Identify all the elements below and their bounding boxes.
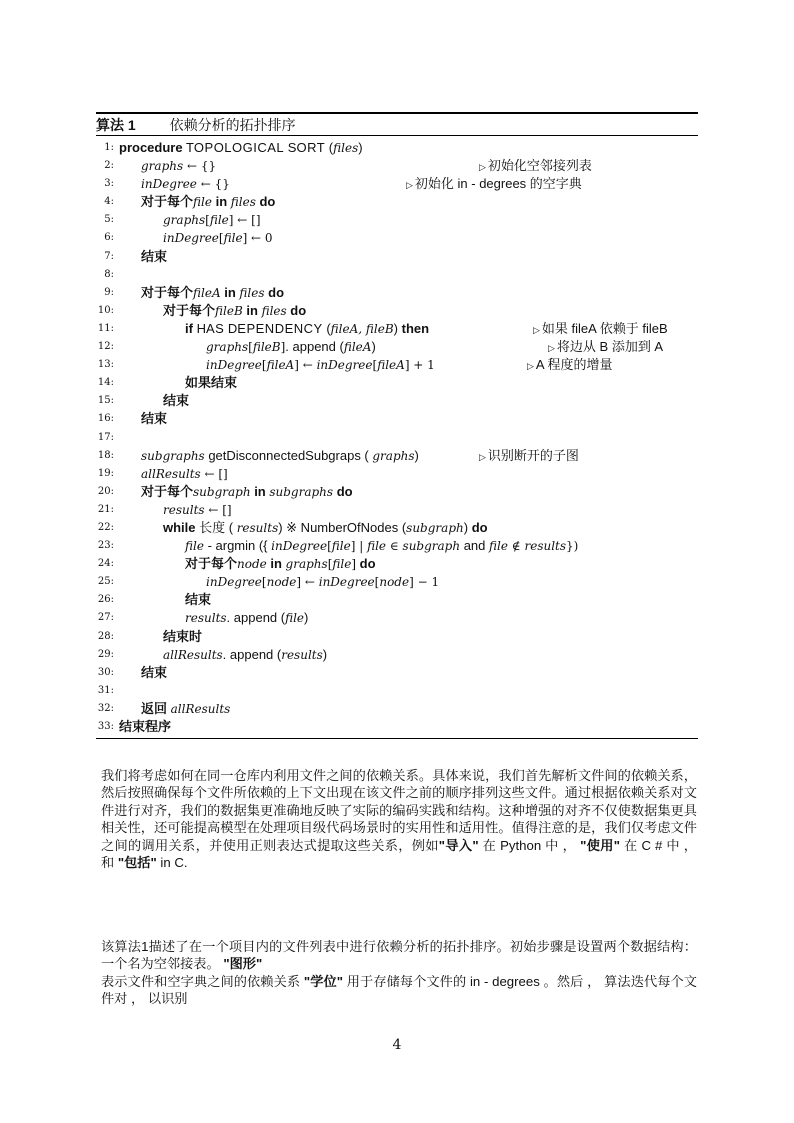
code-token: fileA: [377, 358, 405, 373]
algorithm-top-rule: [96, 112, 698, 114]
code-token: while: [163, 519, 196, 535]
code-token: do: [255, 194, 276, 210]
line-number: 23:: [97, 540, 114, 552]
algorithm-line: [96, 139, 698, 157]
code-token: ): [393, 320, 402, 336]
algorithm-number: 算法 1: [96, 117, 136, 133]
code-token: ← []: [204, 502, 232, 517]
code-token: ): [322, 646, 328, 662]
line-number: 8:: [104, 268, 114, 280]
algorithm-line: [96, 284, 698, 302]
line-code: [163, 229, 273, 247]
code-token: [: [248, 340, 253, 355]
code-token: 结束: [141, 248, 168, 264]
code-token: 长度 (: [195, 519, 237, 535]
line-code: [185, 591, 211, 609]
code-token: 对于每个: [141, 194, 194, 210]
line-number: 7:: [104, 250, 114, 262]
algorithm-line: [96, 591, 698, 609]
code-token: results: [185, 611, 227, 626]
code-token: H: [192, 320, 206, 336]
line-comment: [548, 338, 663, 357]
code-token: . append (: [226, 610, 286, 626]
comment-triangle-icon: ▷: [527, 361, 534, 372]
code-token: 返回: [141, 700, 168, 716]
comment-triangle-icon: ▷: [548, 343, 555, 354]
code-token: files: [239, 285, 265, 300]
code-token: ] |: [350, 539, 368, 554]
code-token: ORT: [296, 140, 326, 155]
line-code: [185, 374, 237, 392]
algorithm-line: [96, 248, 698, 266]
line-number: 21:: [97, 503, 114, 515]
algorithm-line: [96, 483, 698, 501]
code-token: 结束: [141, 664, 168, 680]
line-code: [141, 483, 353, 501]
code-token: do: [356, 556, 376, 572]
code-token: in: [242, 302, 262, 318]
line-code: [206, 573, 439, 591]
algorithm-line: [96, 555, 698, 573]
algorithm-line: [96, 392, 698, 410]
comment-triangle-icon: ▷: [479, 451, 486, 462]
code-token: }): [566, 539, 579, 554]
code-token: subgraph: [406, 520, 464, 535]
code-token: OPOLOGICAL: [193, 140, 285, 155]
algorithm-line: [96, 157, 698, 175]
code-token: inDegree: [206, 358, 262, 373]
code-token: [: [372, 358, 378, 373]
code-token: do: [471, 519, 488, 535]
bold-term: "导入": [438, 837, 479, 853]
code-token: graphs: [141, 159, 184, 174]
code-token: ) ※ NumberOfNodes (: [278, 519, 407, 535]
code-token: file: [193, 195, 212, 210]
algorithm-line: [96, 609, 698, 627]
paragraph-text: 我们将考虑如何在同一仓库内利用文件之间的依赖关系。具体来说，我们首先解析文件间的依赖关系，然后按照确保每个文件所依赖的上下文出现在该文件之前的顺序排列这些文件。通过根据依赖关系对文件进行对齐，我们的数据集更准确地反映了实际的编码实践和结构。这种增强的对齐不仅使数据集更具相关性，还可能提高模型在处理项目级代码场景时的实用性和适用性。值得注意的是，我们仅考虑文件之间的调用关系，并使用正则表达式提取这些关系，例如: [101, 768, 697, 853]
algorithm-line: [96, 302, 698, 320]
code-token: 如果结束: [185, 375, 238, 391]
code-token: ] ← 0: [242, 231, 273, 246]
code-token: ]: [351, 557, 357, 572]
code-token: [: [327, 557, 333, 572]
line-comment: [527, 356, 613, 375]
bold-term: "使用": [580, 837, 620, 853]
bold-term: "包括": [117, 855, 157, 871]
line-code: [163, 501, 232, 519]
line-number: 5:: [104, 214, 114, 226]
code-token: subgraph: [193, 484, 251, 499]
algorithm-body: [96, 139, 698, 736]
code-token: file: [367, 539, 387, 554]
code-token: node: [266, 575, 297, 590]
code-token: [: [261, 358, 267, 373]
code-token: graphs: [372, 448, 415, 463]
line-number: 9:: [104, 286, 114, 298]
line-number: 25:: [97, 576, 114, 588]
code-token: ] + 1: [404, 358, 435, 373]
line-number: 24:: [97, 558, 114, 570]
code-token: files: [230, 195, 256, 210]
algorithm-line: [96, 501, 698, 519]
code-token: in: [250, 483, 270, 499]
comment-text: A 程度的增量: [535, 357, 613, 373]
code-token: do: [264, 284, 285, 300]
line-code: [185, 609, 308, 627]
line-number: 27:: [97, 612, 114, 624]
code-token: - argmin ({: [203, 538, 272, 554]
code-token: EPENDENCY: [237, 320, 323, 336]
line-number: 22:: [97, 521, 114, 533]
code-token: ← []: [200, 466, 228, 481]
line-code: [163, 302, 306, 320]
code-token: inDegree: [163, 231, 219, 246]
line-code: [185, 555, 376, 573]
code-token: graphs: [285, 557, 328, 572]
code-token: [: [205, 213, 210, 228]
code-token: graphs: [206, 340, 249, 355]
code-token: file: [285, 611, 305, 626]
line-number: 1:: [104, 142, 114, 153]
paragraph-text: 在 Python 中 ，: [478, 837, 581, 853]
code-token: results: [163, 502, 205, 517]
code-token: inDegree: [271, 539, 328, 554]
line-number: 19:: [97, 467, 114, 479]
code-token: [: [261, 575, 267, 590]
algorithm-line: [96, 447, 698, 465]
paragraph-text: in C.: [156, 855, 188, 871]
line-code: [163, 519, 488, 537]
algorithm-line: [96, 175, 698, 193]
code-token: T: [182, 140, 194, 155]
algorithm-line: [96, 193, 698, 211]
code-token: . append (: [285, 339, 344, 355]
algorithm-bottom-rule: [96, 738, 698, 739]
code-token: files: [261, 303, 287, 318]
line-number: 11:: [97, 322, 114, 334]
code-token: results: [524, 539, 567, 554]
line-code: [141, 157, 216, 175]
line-code: [141, 175, 230, 193]
line-number: 2:: [104, 160, 114, 172]
code-token: ] ←: [296, 575, 319, 590]
code-token: D: [224, 320, 238, 336]
algorithm-line: [96, 356, 698, 374]
comment-triangle-icon: ▷: [406, 180, 413, 191]
code-token: [: [218, 231, 224, 246]
line-number: 12:: [97, 341, 114, 353]
algorithm-line: [96, 537, 698, 555]
code-token: results: [236, 520, 279, 535]
code-token: [: [327, 539, 332, 554]
algorithm-line: [96, 664, 698, 682]
algorithm-line: [96, 646, 698, 664]
code-token: inDegree: [316, 358, 373, 373]
code-token: ← {}: [183, 159, 217, 174]
line-number: 13:: [97, 359, 114, 371]
line-code: [141, 284, 284, 302]
line-number: 3:: [104, 178, 114, 190]
line-code: [163, 628, 202, 646]
comment-triangle-icon: ▷: [479, 162, 486, 173]
algorithm-line: [96, 320, 698, 338]
code-token: results: [281, 647, 323, 662]
body-paragraph-2: [101, 938, 697, 1008]
line-number: 30:: [97, 666, 114, 678]
code-token: fileB: [215, 303, 243, 318]
code-token: 结束: [185, 592, 212, 608]
code-token: file: [223, 231, 243, 246]
code-token: fileB: [252, 340, 281, 355]
code-token: in: [211, 194, 231, 210]
algorithm-line: [96, 519, 698, 537]
line-code: [141, 248, 167, 266]
code-token: in: [220, 284, 240, 300]
line-code: [141, 447, 419, 465]
comment-triangle-icon: ▷: [533, 324, 540, 335]
comment-text: 初始化空邻接列表: [487, 158, 592, 174]
line-number: 28:: [97, 630, 114, 642]
code-token: ): [463, 519, 472, 535]
code-token: fileA, fileB: [330, 321, 394, 336]
paragraph-text: 在 C # 中 ， 和: [101, 837, 697, 871]
code-token: ): [371, 339, 376, 355]
line-comment: [533, 320, 668, 339]
code-token: inDegree: [318, 575, 375, 590]
code-token: procedure: [119, 140, 183, 155]
bold-term: "学位": [303, 973, 344, 989]
line-number: 4:: [104, 196, 114, 208]
line-number: 26:: [97, 594, 114, 606]
line-number: 20:: [97, 485, 114, 497]
code-token: file: [331, 539, 351, 554]
code-token: graphs: [163, 213, 206, 228]
line-number: 32:: [97, 702, 114, 714]
paragraph-text: 表示文件和空字典之间的依赖关系: [101, 973, 304, 989]
algorithm-line: [96, 229, 698, 247]
code-token: ] ←: [294, 358, 317, 373]
line-number: 14:: [97, 377, 114, 389]
code-token: subgraphs: [141, 448, 205, 463]
comment-text: 识别断开的子图: [487, 447, 579, 463]
code-token: inDegree: [206, 575, 262, 590]
code-token: ] − 1: [409, 575, 440, 590]
code-token: file: [489, 539, 508, 554]
code-token: and: [460, 538, 490, 554]
body-paragraph-1: [101, 767, 697, 871]
paragraph-text: 用于存储每个文件的 in - degrees 。然后 ， 算法迭代每个文件对 ， 以识别: [101, 973, 697, 1007]
algorithm-line: [96, 266, 698, 284]
algorithm-line: [96, 374, 698, 392]
line-number: 31:: [97, 684, 114, 696]
code-token: inDegree: [141, 177, 197, 192]
algorithm-line: [96, 410, 698, 428]
line-comment: [479, 157, 592, 176]
algorithm-header: [96, 115, 296, 135]
line-number: 29:: [97, 648, 114, 660]
line-code: [185, 320, 429, 338]
code-token: 结束: [141, 411, 168, 427]
algorithm-line: [96, 628, 698, 646]
algorithm-caption: 依赖分析的拓扑排序: [169, 117, 296, 133]
line-code: [141, 465, 228, 483]
code-token: node: [379, 575, 410, 590]
line-code: [119, 139, 363, 157]
algorithm-line: [96, 573, 698, 591]
line-code: [119, 718, 171, 736]
code-token: 对于每个: [141, 284, 194, 300]
algorithm-header-rule: [96, 135, 698, 136]
code-token: fileA: [343, 340, 372, 355]
code-token: file: [209, 213, 229, 228]
code-token: ∈: [386, 539, 403, 554]
code-token: file: [185, 539, 204, 554]
line-code: [206, 356, 435, 374]
line-code: [141, 410, 167, 428]
code-token: in: [266, 556, 286, 572]
line-number: 33:: [97, 721, 114, 732]
comment-text: 初始化 in - degrees 的空字典: [414, 176, 582, 192]
code-token: files: [333, 141, 359, 155]
line-number: 15:: [97, 395, 114, 407]
line-number: 6:: [104, 232, 114, 244]
code-token: 对于每个: [141, 483, 194, 499]
code-token: do: [286, 302, 307, 318]
line-code: [185, 537, 578, 555]
line-number: 18:: [97, 449, 114, 461]
code-token: AS: [205, 320, 225, 336]
line-code: [141, 700, 230, 718]
code-token: [: [374, 575, 380, 590]
code-token: ): [414, 447, 419, 463]
algorithm-line: [96, 465, 698, 483]
code-token: node: [237, 557, 267, 572]
code-token: . append (: [222, 646, 282, 662]
page-number: 4: [392, 1037, 402, 1053]
code-token: 结束程序: [119, 719, 172, 734]
code-token: 对于每个: [185, 556, 238, 572]
line-code: [163, 646, 327, 664]
code-token: do: [333, 483, 353, 499]
code-token: allResults: [141, 466, 201, 481]
code-token: fileA: [193, 285, 221, 300]
algorithm-line: [96, 211, 698, 229]
code-token: 结束时: [163, 628, 203, 644]
code-token: then: [401, 320, 430, 336]
comment-text: 如果 fileA 依赖于 fileB: [541, 320, 668, 336]
code-token: fileA: [266, 358, 295, 373]
line-comment: [406, 175, 582, 194]
line-code: [206, 338, 376, 356]
algorithm-line: [96, 700, 698, 718]
line-code: [163, 392, 189, 410]
code-token: ] ← []: [228, 213, 261, 228]
code-token: S: [284, 140, 297, 155]
line-code: [141, 193, 275, 211]
code-token: subgraphs: [269, 484, 334, 499]
algorithm-line: [96, 682, 698, 700]
algorithm-line: [96, 718, 698, 736]
code-token: if: [185, 320, 193, 336]
code-token: ]: [280, 340, 286, 355]
line-code: [141, 664, 167, 682]
code-token: (: [322, 320, 331, 336]
comment-text: 将边从 B 添加到 A: [556, 339, 664, 355]
code-token: getDisconnectedSubgraps (: [204, 447, 373, 463]
code-token: subgraph: [402, 539, 461, 554]
code-token: (: [325, 140, 334, 155]
line-comment: [479, 447, 579, 466]
line-number: 17:: [97, 431, 114, 443]
code-token: ← {}: [196, 177, 230, 192]
code-token: 结束: [163, 393, 190, 409]
code-token: allResults: [170, 701, 231, 716]
line-number: 16:: [97, 413, 114, 425]
code-token: ): [358, 140, 363, 155]
paragraph-text: 该算法1描述了在一个项目内的文件列表中进行依赖分析的拓扑排序。初始步骤是设置两个数据结构：一个名为空邻接表。: [101, 939, 697, 972]
algorithm-line: [96, 429, 698, 447]
code-token: allResults: [163, 647, 223, 662]
line-number: 10:: [97, 304, 114, 316]
code-token: ): [304, 610, 309, 626]
bold-term: "图形": [223, 956, 263, 972]
code-token: ∉: [507, 539, 525, 554]
code-token: file: [332, 557, 352, 572]
line-code: [163, 211, 261, 229]
code-token: 对于每个: [163, 302, 216, 318]
algorithm-line: [96, 338, 698, 356]
